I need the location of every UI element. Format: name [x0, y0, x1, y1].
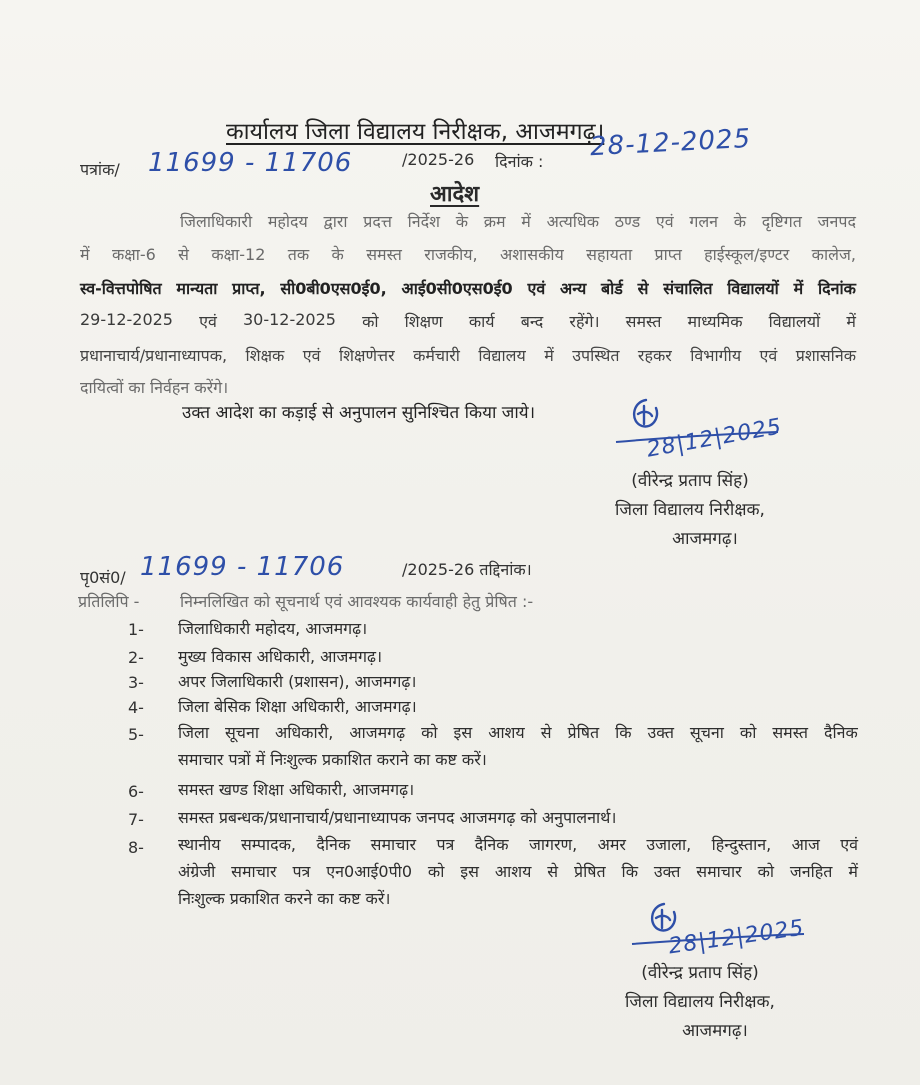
endorsement-session-date: /2025-26 तद्दिनांक।: [402, 560, 532, 579]
office-title: कार्यालय जिला विद्यालय निरीक्षक, आजमगढ़।: [226, 119, 605, 145]
word: को: [739, 723, 757, 742]
word: महोदय: [267, 212, 308, 231]
word: में: [521, 212, 531, 231]
word: में: [846, 312, 856, 331]
list-item: जिलाधिकारी महोदय, आजमगढ़।: [178, 619, 368, 638]
list-item: अपर जिलाधिकारी (प्रशासन), आजमगढ़।: [178, 672, 417, 691]
word: पत्र: [436, 835, 455, 854]
signature-mark: [626, 396, 666, 432]
order-line: दायित्वों का निर्वहन करेंगे।: [80, 378, 229, 397]
word: अशासकीय: [500, 245, 564, 264]
word: उक्त: [653, 862, 681, 881]
word: आई0सी0एस0ई0: [401, 279, 513, 298]
word: से: [637, 279, 649, 298]
word: विद्यालय: [478, 346, 526, 365]
word: शिक्षक: [245, 346, 285, 365]
word: उक्त: [647, 723, 674, 742]
signatory-block: [570, 960, 830, 1041]
word: कार्य: [468, 312, 495, 331]
word: रहेंगे।: [569, 312, 600, 331]
word: कर्मचारी: [413, 346, 460, 365]
list-item: समस्त प्रबन्धक/प्रधानाचार्य/प्रधानाध्यापक जनपद आजमगढ़ को अनुपालनार्थ।: [178, 808, 617, 827]
word: प्राप्त: [654, 245, 682, 264]
word: संचालित: [663, 279, 713, 298]
word: कि: [615, 723, 632, 742]
word: समस्त: [366, 245, 402, 264]
word: सूचना: [224, 723, 259, 742]
word: अंग्रेजी: [178, 862, 216, 881]
signature-date: 28|12|2025: [666, 915, 806, 960]
word: स्व-वित्तपोषित: [80, 279, 162, 298]
word: दृष्टिगत: [761, 212, 802, 231]
word: स्थानीय: [178, 835, 221, 854]
word: कालेज,: [811, 245, 856, 264]
word: द्वारा: [323, 212, 348, 231]
word: आजमगढ़: [349, 723, 406, 742]
word: सूचना: [689, 723, 724, 742]
word: क्रम: [483, 212, 506, 231]
word: से: [178, 245, 189, 264]
list-number: 3-: [128, 673, 144, 692]
word: 30-12-2025: [242, 310, 336, 329]
word: उजाला,: [646, 835, 692, 854]
order-line: [80, 310, 856, 332]
date-handwritten: 28-12-2025: [589, 123, 752, 163]
word: प्रदत्त: [363, 212, 392, 231]
word: माध्यमिक: [687, 312, 743, 331]
word: एवं: [840, 835, 858, 854]
word: प्रेषित: [567, 723, 600, 742]
word: जनपद: [817, 212, 856, 231]
word: अन्य: [560, 279, 587, 298]
word: प्रधानाचार्य/प्रधानाध्यापक,: [80, 346, 228, 365]
order-line: [80, 243, 856, 265]
word: के: [455, 212, 469, 231]
word: एवं: [527, 279, 546, 298]
word: आज: [791, 835, 820, 854]
list-number: 5-: [128, 725, 144, 744]
word: कि: [621, 862, 638, 881]
word: उपस्थित: [572, 346, 620, 365]
word: हिन्दुस्तान,: [711, 835, 772, 854]
word: में: [544, 346, 554, 365]
signatory-place: आजमगढ़।: [682, 1021, 748, 1041]
word: जनहित: [789, 862, 833, 881]
word: बोर्ड: [601, 279, 623, 298]
word: निर्देश: [407, 212, 441, 231]
word: से: [540, 723, 552, 742]
signatory-designation: जिला विद्यालय निरीक्षक,: [625, 992, 775, 1012]
word: दिनांक: [817, 279, 856, 298]
word: प्राप्त,: [232, 279, 266, 298]
word: तक: [287, 245, 310, 264]
word: को: [757, 862, 774, 881]
order-line: [80, 277, 856, 299]
list-item-continued: [178, 860, 858, 882]
word: आशय: [488, 723, 525, 742]
endorsement-number-handwritten: 11699 - 11706: [140, 552, 345, 582]
ref-number-handwritten: 11699 - 11706: [148, 148, 353, 178]
word: को: [421, 723, 438, 742]
word: को: [427, 862, 445, 881]
word: समस्त: [772, 723, 809, 742]
copy-intro: निम्नलिखित को सूचनार्थ एवं आवश्यक कार्यवाही हेतु प्रेषित :-: [180, 592, 534, 611]
copy-label: प्रतिलिपि -: [78, 592, 140, 611]
word: समाचार: [231, 862, 277, 881]
list-item-continued: निःशुल्क प्रकाशित करने का कष्ट करें।: [178, 889, 391, 908]
word: में: [793, 279, 804, 298]
word: अधिकारी,: [274, 723, 334, 742]
list-item: जिला बेसिक शिक्षा अधिकारी, आजमगढ़।: [178, 697, 417, 716]
word: दैनिक: [316, 835, 351, 854]
word: दैनिक: [474, 835, 509, 854]
date-label: दिनांक :: [495, 152, 544, 171]
word: आशय: [494, 862, 532, 881]
word: सहायता: [586, 245, 633, 264]
word: 29-12-2025: [80, 310, 173, 329]
list-number: 8-: [128, 838, 144, 857]
list-item: [178, 833, 858, 855]
order-body: [80, 210, 856, 397]
list-item: मुख्य विकास अधिकारी, आजमगढ़।: [178, 647, 383, 666]
list-number: 6-: [128, 782, 144, 801]
word: के: [733, 212, 747, 231]
word: एवं: [655, 212, 674, 231]
signatory-name: (वीरेन्द्र प्रताप सिंह): [631, 471, 749, 491]
list-number: 1-: [128, 620, 144, 639]
word: समाचार: [696, 862, 742, 881]
word: कक्षा-6: [111, 245, 156, 264]
ref-label: पत्रांक/: [80, 160, 120, 179]
word: में: [80, 245, 90, 264]
word: एवं: [759, 346, 778, 365]
list-item: समस्त खण्ड शिक्षा अधिकारी, आजमगढ़।: [178, 780, 415, 799]
word: में: [848, 862, 858, 881]
word: एन0आई0पी0: [326, 862, 413, 881]
list-number: 4-: [128, 698, 144, 717]
word: जागरण,: [528, 835, 578, 854]
word: को: [362, 312, 379, 331]
list-item: [178, 721, 858, 743]
list-number: 7-: [128, 810, 144, 829]
word: इस: [453, 723, 473, 742]
word: विद्यालयों: [768, 312, 821, 331]
word: से: [547, 862, 559, 881]
word: पत्र: [292, 862, 311, 881]
word: के: [331, 245, 344, 264]
word: कक्षा-12: [211, 245, 266, 264]
word: विभागीय: [690, 346, 742, 365]
order-line: [80, 344, 856, 366]
word: जिलाधिकारी: [180, 212, 253, 231]
word: ठण्ड: [614, 212, 641, 231]
word: शिक्षण: [404, 312, 443, 331]
list-number: 2-: [128, 648, 144, 667]
word: हाईस्कूल/इण्टर: [704, 245, 790, 264]
session: /2025-26: [402, 150, 475, 169]
word: बन्द: [520, 312, 544, 331]
list-item-continued: समाचार पत्रों में निःशुल्क प्रकाशित कराने का कष्ट करें।: [178, 750, 487, 769]
word: सम्पादक,: [240, 835, 297, 854]
word: प्रशासनिक: [795, 346, 856, 365]
word: अमर: [597, 835, 626, 854]
word: अत्यधिक: [546, 212, 599, 231]
order-line: [80, 210, 856, 232]
compliance-line: उक्त आदेश का कड़ाई से अनुपालन सुनिश्चित किया जाये।: [182, 403, 536, 423]
word: प्रेषित: [574, 862, 606, 881]
word: रहकर: [637, 346, 672, 365]
signatory-place: आजमगढ़।: [672, 529, 738, 549]
word: गलन: [689, 212, 719, 231]
signatory-name: (वीरेन्द्र प्रताप सिंह): [641, 963, 759, 983]
signatory-designation: जिला विद्यालय निरीक्षक,: [615, 500, 765, 520]
endorsement-label: पृ0सं0/: [80, 568, 126, 587]
signatory-block: [560, 468, 820, 549]
word: मान्यता: [176, 279, 218, 298]
signature-date: 28|12|2025: [644, 414, 784, 463]
word: समस्त: [625, 312, 662, 331]
word: एवं: [199, 312, 217, 331]
order-heading: आदेश: [430, 182, 480, 207]
word: दैनिक: [824, 723, 858, 742]
word: विद्यालयों: [727, 279, 779, 298]
word: सी0बी0एस0ई0,: [280, 279, 387, 298]
word: एवं: [302, 346, 321, 365]
word: इस: [460, 862, 479, 881]
word: शिक्षणेत्तर: [338, 346, 395, 365]
word: जिला: [178, 723, 210, 742]
word: राजकीय,: [424, 245, 478, 264]
word: समाचार: [370, 835, 417, 854]
